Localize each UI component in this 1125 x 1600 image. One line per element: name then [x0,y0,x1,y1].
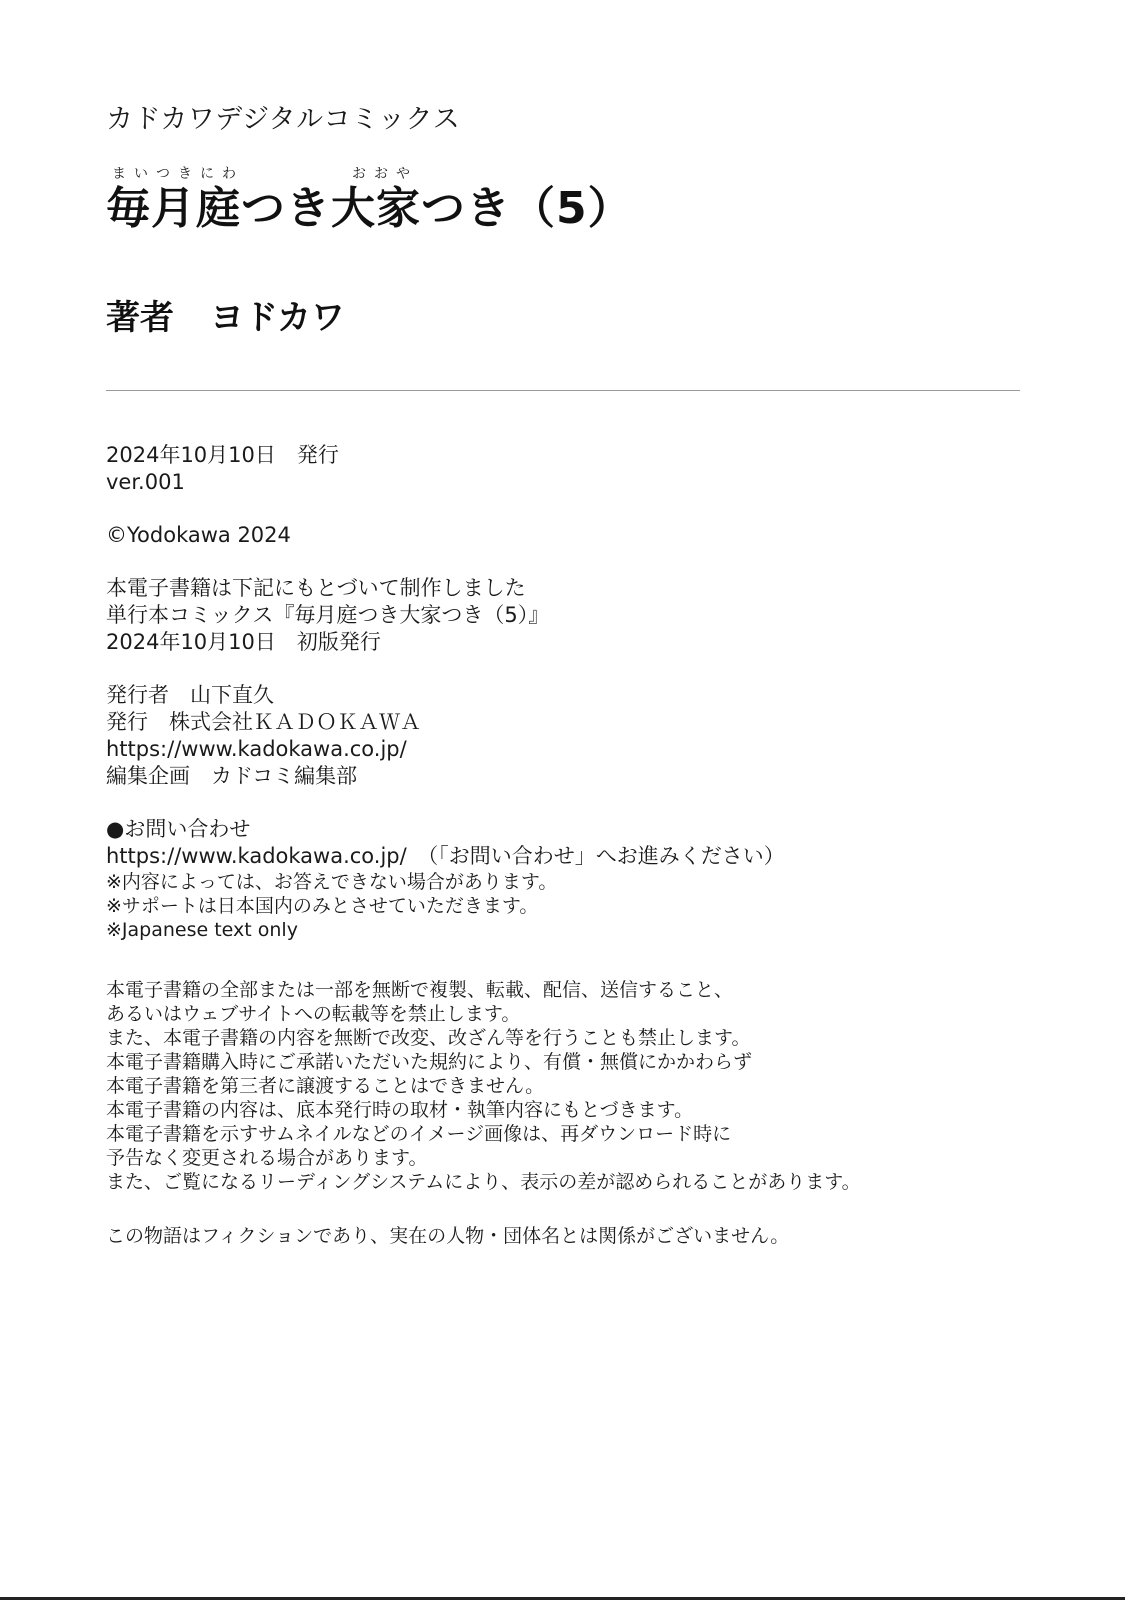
series-label: カドカワデジタルコミックス [106,104,461,135]
publication-date: 2024年10月10日 発行 [106,443,339,467]
title-ruby [106,164,633,184]
fiction-notice: この物語はフィクションであり、実在の人物・団体名とは関係がございません。 [106,1225,790,1247]
author-label: 著者 [106,298,174,338]
basis-line-2: 単行本コミックス『毎月庭つき大家つき（5）』 [106,603,550,627]
contact-note-3: ※Japanese text only [106,919,298,941]
legal-line: また、ご覧になるリーディングシステムにより、表示の差が認められることがあります。 [106,1171,861,1193]
legal-line: また、本電子書籍の内容を無断で改変、改ざん等を行うことも禁止します。 [106,1027,751,1049]
legal-line: 本電子書籍の全部または一部を無断で複製、転載、配信、送信すること、 [106,979,734,1001]
legal-notice [106,978,1026,1194]
publisher-url: https://www.kadokawa.co.jp/ [106,737,407,761]
legal-line: 本電子書籍を第三者に譲渡することはできません。 [106,1075,545,1097]
version: ver.001 [106,470,185,494]
publication-info [106,442,1026,942]
legal-line: 本電子書籍の内容は、底本発行時の取材・執筆内容にもとづきます。 [106,1099,694,1121]
contact-heading: ●お問い合わせ [106,817,251,841]
publisher-person: 発行者 山下直久 [106,683,274,707]
contact-note-2: ※サポートは日本国内のみとさせていただきます。 [106,895,539,917]
publisher-company: 発行 株式会社ＫＡＤＯＫＡＷＡ [106,710,421,734]
copyright: ©Yodokawa 2024 [106,523,291,547]
section-divider [106,390,1020,391]
legal-line: 本電子書籍購入時にご承諾いただいた規約により、有償・無償にかかわらず [106,1051,753,1073]
ruby-ooya: おおや [352,166,418,182]
book-title: 毎月庭つき大家つき（5） [106,183,633,234]
author-name: ヨドカワ [210,298,345,338]
legal-line: 本電子書籍を示すサムネイルなどのイメージ画像は、再ダウンロード時に [106,1123,732,1145]
legal-line: 予告なく変更される場合があります。 [106,1147,428,1169]
basis-line-1: 本電子書籍は下記にもとづいて制作しました [106,576,526,600]
contact-note-1: ※内容によっては、お答えできない場合があります。 [106,871,558,893]
title-block [106,164,633,234]
contact-url-line: https://www.kadokawa.co.jp/ （「お問い合わせ」へお進みください） [106,844,785,868]
legal-line: あるいはウェブサイトへの転載等を禁止します。 [106,1003,521,1025]
ruby-maitsukiniwa: まいつきにわ [112,166,244,182]
basis-line-3: 2024年10月10日 初版発行 [106,630,381,654]
author-line [106,296,345,340]
editorial-department: 編集企画 カドコミ編集部 [106,764,358,788]
